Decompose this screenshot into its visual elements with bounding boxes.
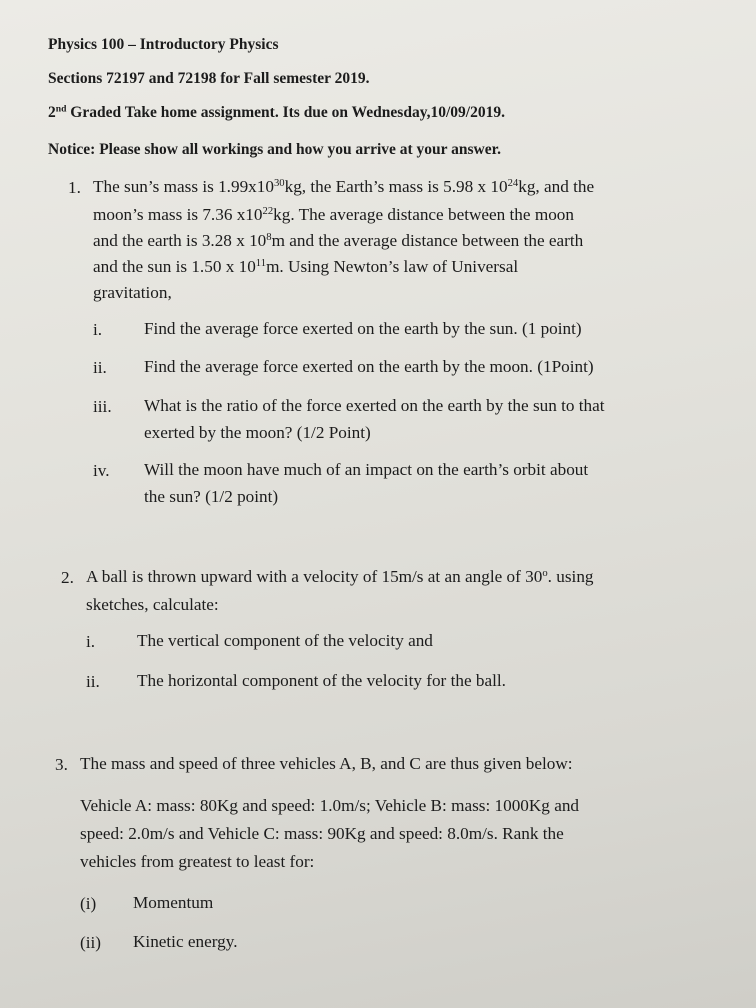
q3-number: 3. <box>55 755 68 774</box>
q1-line-2 <box>93 206 574 223</box>
q1-part-ii-text: Find the average force exerted on the earth by the moon. (1Point) <box>144 357 594 376</box>
q2-number: 2. <box>61 568 74 587</box>
q1-number: 1. <box>68 178 81 197</box>
q3-part-i-text: Momentum <box>133 893 214 912</box>
notice-line: Notice: Please show all workings and how you arrive at your answer. <box>48 141 501 158</box>
q1-part-iv-label: iv. <box>93 461 110 480</box>
q1-line-1-end: kg, and the <box>518 177 595 196</box>
q1-part-iii-text-1: What is the ratio of the force exerted on the earth by the sun to that <box>144 396 605 415</box>
q2-line-1 <box>86 568 594 585</box>
assignment-ordinal: 2 <box>48 104 56 121</box>
q1-part-i-text: Find the average force exerted on the earth by the sun. (1 point) <box>144 319 582 338</box>
q1-line-1 <box>93 178 594 195</box>
q1-part-iii-label: iii. <box>93 397 112 416</box>
course-title: Physics 100 – Introductory Physics <box>48 36 279 53</box>
assignment-ordinal-suffix: nd <box>55 103 67 115</box>
q3-part-ii-label: (ii) <box>80 933 101 952</box>
q1-line-4 <box>93 258 518 275</box>
q1-earth-mass-text: kg, the Earth’s mass is 5.98 x 10 <box>284 177 508 196</box>
assignment-line <box>48 104 505 122</box>
q3-vehicles-line-3: vehicles from greatest to least for: <box>80 852 315 871</box>
q1-earth-mass-exponent: 24 <box>507 178 519 190</box>
q1-sun-distance-text: and the sun is 1.50 x 10 <box>93 257 256 276</box>
q3-part-ii-text: Kinetic energy. <box>133 932 238 951</box>
sections-line: Sections 72197 and 72198 for Fall semester 2019. <box>48 70 370 87</box>
q1-line-4-end: m. Using Newton’s law of Universal <box>266 257 519 276</box>
q1-line-3-end: m and the average distance between the earth <box>271 231 584 250</box>
q1-line-3 <box>93 232 583 249</box>
q1-sun-mass-text: The sun’s mass is 1.99x10 <box>93 177 274 196</box>
q3-part-i-label: (i) <box>80 894 97 913</box>
q1-line-2-end: kg. The average distance between the moon <box>273 205 574 224</box>
q1-moon-mass-exponent: 22 <box>262 206 274 218</box>
assignment-due-text: Graded Take home assignment. Its due on Wednesday,10/09/2019. <box>66 104 505 121</box>
q1-part-iv-text-2: the sun? (1/2 point) <box>144 487 279 506</box>
q1-part-i-label: i. <box>93 320 103 339</box>
q2-part-ii-text: The horizontal component of the velocity for the ball. <box>137 671 506 690</box>
q1-moon-mass-text: moon’s mass is 7.36 x10 <box>93 205 263 224</box>
q3-line-1: The mass and speed of three vehicles A, B, and C are thus given below: <box>80 754 573 773</box>
q2-part-i-text: The vertical component of the velocity and <box>137 631 433 650</box>
q1-moon-distance-text: and the earth is 3.28 x 10 <box>93 231 267 250</box>
q1-sun-mass-exponent: 30 <box>273 178 285 190</box>
q2-line-1-end: . using <box>547 567 594 586</box>
q3-vehicles-line-1: Vehicle A: mass: 80Kg and speed: 1.0m/s; Vehicle B: mass: 1000Kg and <box>80 796 580 815</box>
q2-part-ii-label: ii. <box>86 672 100 691</box>
q3-vehicles-line-2: speed: 2.0m/s and Vehicle C: mass: 90Kg and speed: 8.0m/s. Rank the <box>80 824 564 843</box>
q2-degree-symbol: o <box>542 568 548 580</box>
q2-part-i-label: i. <box>86 632 96 651</box>
q1-part-iii-text-2: exerted by the moon? (1/2 Point) <box>144 423 371 442</box>
q1-part-iv-text-1: Will the moon have much of an impact on the earth’s orbit about <box>144 460 589 479</box>
q1-moon-distance-exponent: 8 <box>266 232 272 244</box>
q1-part-ii-label: ii. <box>93 358 107 377</box>
q2-velocity-text: A ball is thrown upward with a velocity of 15m/s at an angle of 30 <box>86 567 543 586</box>
q1-line-5: gravitation, <box>93 283 172 302</box>
q2-line-2: sketches, calculate: <box>86 595 219 614</box>
q1-sun-distance-exponent: 11 <box>255 258 267 270</box>
